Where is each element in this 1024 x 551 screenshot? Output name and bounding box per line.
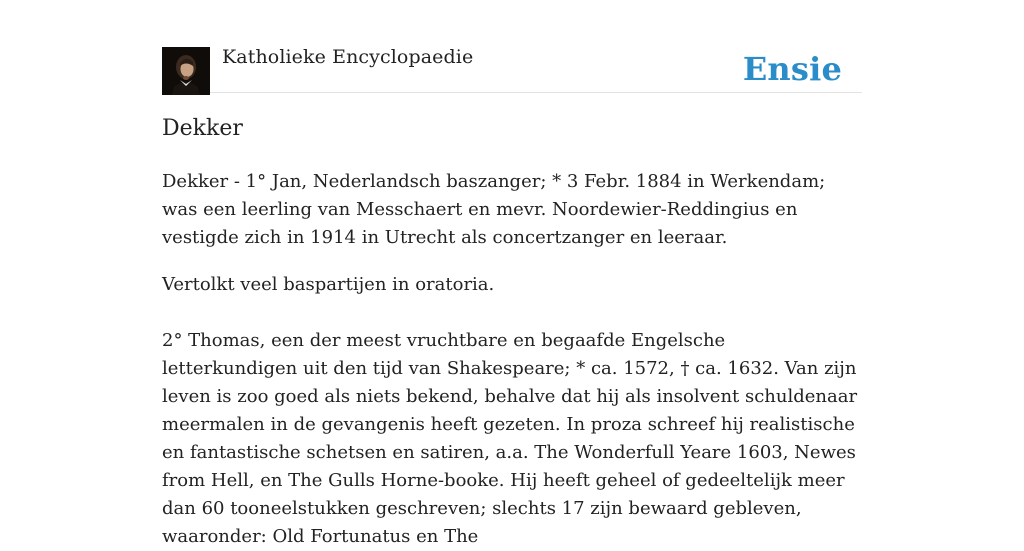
article-title: Dekker (162, 116, 243, 141)
article-paragraph: 2° Thomas, een der meest vruchtbare en begaafde Engelsche letterkundigen uit den tijd van Shakespeare; * ca. 1572, † ca. 1632. Van zijn leven is zoo goed als niets bekend, behalve dat hij als insolvent schuldenaar meermalen in de gevangenis heeft gezeten. In proza schreef hij realistische en fantastische schetsen en satiren, a.a. The Wonderfull Yeare 1603, Newes from Hell, en The Gulls Horne-booke. Hij heeft geheel of gedeeltelijk meer dan 60 tooneelstukken geschreven; slechts 17 zijn bewaard gebleven, waaronder: Old Fortunatus en The (162, 330, 858, 547)
article-paragraph: Vertolkt veel baspartijen in oratoria. (162, 274, 495, 295)
brand-logo[interactable]: Ensie (742, 50, 842, 88)
portrait-icon[interactable] (162, 47, 210, 95)
source-name[interactable]: Katholieke Encyclopaedie (222, 46, 474, 68)
page-container (162, 0, 862, 547)
article-paragraph: Dekker - 1° Jan, Nederlandsch baszanger; * 3 Febr. 1884 in Werkendam; was een leerling van Messchaert en mevr. Noordewier-Reddingius en vestigde zich in 1914 in Utrecht als concertzanger en leeraar. (162, 171, 826, 248)
article-body (162, 168, 862, 551)
site-header (162, 0, 862, 93)
